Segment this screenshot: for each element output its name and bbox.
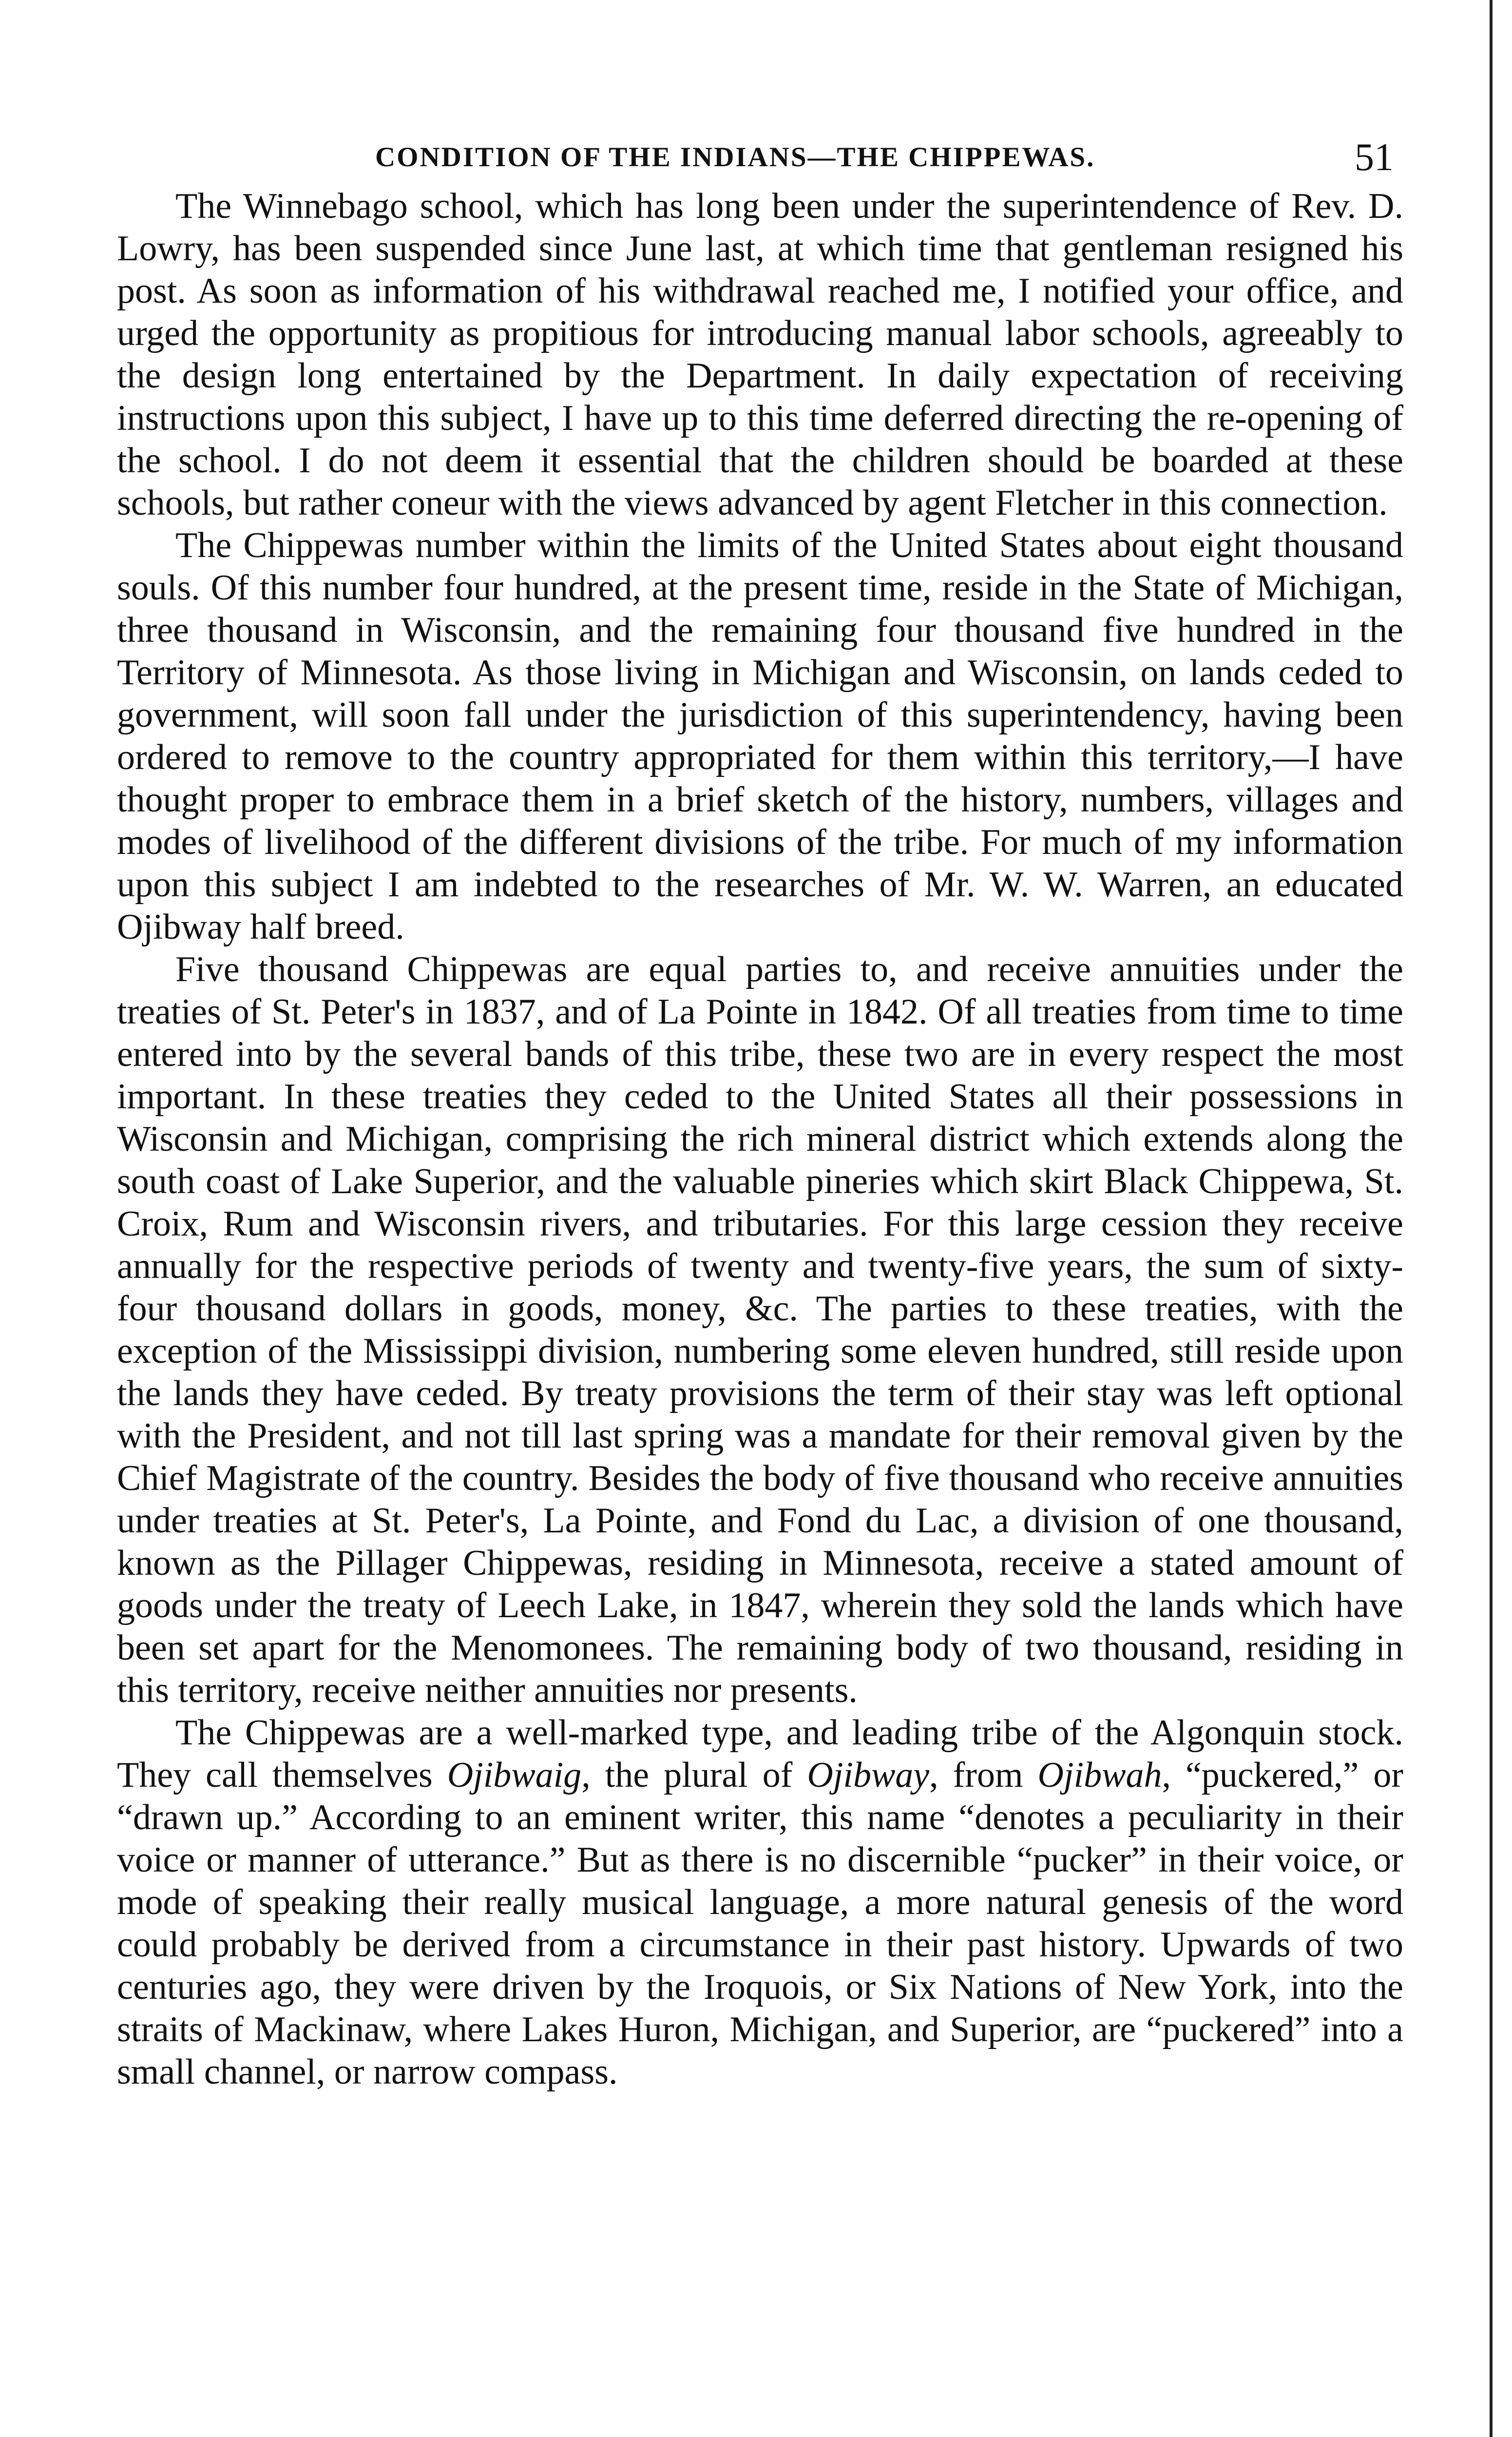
paragraph-winnebago-school: The Winnebago school, which has long been under the superintendence of Rev. D. Lowry, has been suspended since June last, at which time that gentleman resigned his post. As soon as information of his withdrawal reached me, I notified your office, and urged the opportunity as propitious for introducing manual labor schools, agreeably to the design long entertained by the Department. In daily expectation of receiving instructions upon this subject, I have up to this time deferred directing the re-opening of the school. I do not deem it essential that the children should be boarded at these schools, but rather coneur with the views advanced by agent Fletcher in this connection. xyxy=(117,186,1403,523)
document-page xyxy=(117,136,1403,2093)
ojibway-text-1: The Chippewas are a well-marked type, and leading tribe of the Algonquin stock. They call themselves xyxy=(117,1713,1403,1795)
running-head xyxy=(117,136,1403,185)
paragraph-treaties: Five thousand Chippewas are equal parties to, and receive annuities under the treaties of St. Peter's in 1837, and of La Pointe in 1842. Of all treaties from time to time entered into by the several bands of this tribe, these two are in every respect the most important. In these treaties they ceded to the United States all their possessions in Wisconsin and Michigan, comprising the rich mineral district which extends along the south coast of Lake Superior, and the valuable pineries which skirt Black Chippewa, St. Croix, Rum and Wisconsin rivers, and tributaries. For this large cession they receive annually for the respective periods of twenty and twenty-five years, the sum of sixty-four thousand dollars in goods, money, &c. The parties to these treaties, with the exception of the Mississippi division, numbering some eleven hundred, still reside upon the lands they have ceded. By treaty provisions the term of their stay was left optional with the President, and not till last spring was a mandate for their removal given by the Chief Magistrate of the country. Besides the body of five thousand who receive annuities under treaties at St. Peter's, La Pointe, and Fond du Lac, a division of one thousand, known as the Pillager Chippewas, residing in Minnesota, receive a stated amount of goods under the treaty of Leech Lake, in 1847, wherein they sold the lands which have been set apart for the Menomonees. The remaining body of two thousand, residing in this territory, receive neither annuities nor presents. xyxy=(117,949,1403,1710)
ojibwaig-term: Ojibwaig xyxy=(447,1755,582,1795)
ojibway-text-2: , the plural of xyxy=(581,1755,807,1795)
ojibway-text-4: , “puckered,” or “drawn up.” According to an eminent writer, this name “denotes a peculiarity in their voice or manner of utterance.” But as there is no discernible “pucker” in their voice, or mode of speaking their really musical language, a more natural genesis of the word could probably be derived from a circumstance in their past history. Upwards of two centuries ago, they were driven by the Iroquois, or Six Nations of New York, into the straits of Mackinaw, where Lakes Huron, Michigan, and Superior, are “puckered” into a small channel, or narrow compass. xyxy=(117,1755,1403,2092)
ojibwah-term: Ojibwah xyxy=(1037,1755,1162,1795)
ojibway-term: Ojibway xyxy=(807,1755,930,1795)
running-title: CONDITION OF THE INDIANS—THE CHIPPEWAS. xyxy=(375,142,1095,173)
paragraph-ojibway-name xyxy=(117,1712,1403,2093)
page-number: 51 xyxy=(1355,136,1394,179)
ojibway-text-3: , from xyxy=(929,1755,1038,1795)
page-edge xyxy=(1490,0,1512,2437)
paragraph-chippewa-population: The Chippewas number within the limits of the United States about eight thousand souls. Of this number four hundred, at the present time, reside in the State of Michigan, three thousand in Wisconsin, and the remaining four thousand five hundred in the Territory of Minnesota. As those living in Michigan and Wisconsin, on lands ceded to government, will soon fall under the jurisdiction of this superintendency, having been ordered to remove to the country appropriated for them within this territory,—I have thought proper to embrace them in a brief sketch of the history, numbers, villages and modes of livelihood of the different divisions of the tribe. For much of my information upon this subject I am indebted to the researches of Mr. W. W. Warren, an educated Ojibway half breed. xyxy=(117,525,1403,947)
